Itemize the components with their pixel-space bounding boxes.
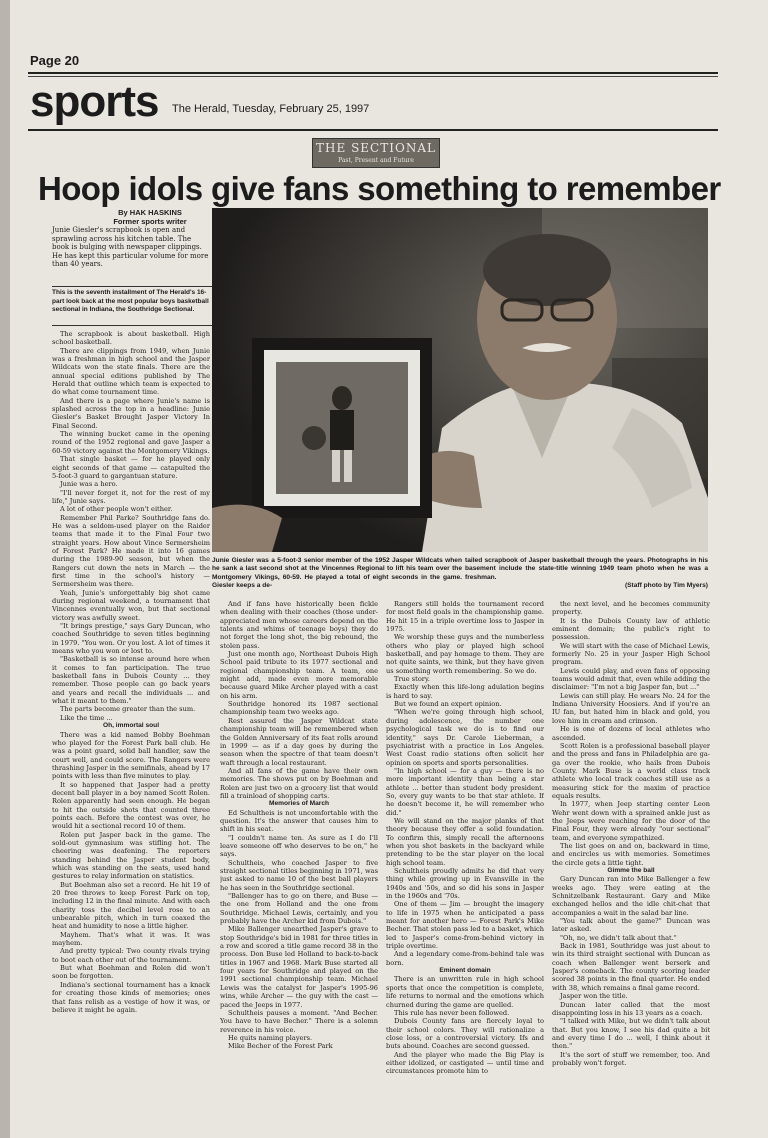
- article-paragraph: Schultheis pauses a moment. "And Becher. You have to have Becher." There is a solemn reverence in his voice.: [220, 1008, 378, 1034]
- article-paragraph: Like the time ...: [60, 713, 113, 722]
- article-paragraph: Jasper won the title.: [560, 992, 628, 1001]
- article-paragraph: Junie was a hero.: [60, 480, 118, 489]
- article-paragraph: We will stand on the major planks of that theory because they offer a solid foundation. To confirm this, simply recall the afternoons when you shot baskets in the backyard while pretending to be the star player on the local high school team.: [386, 816, 544, 867]
- article-paragraph: "Ballenger has to go on there, and Buse — the one from Holland and the one from Southridge. Michael Lewis, certainly, and you probably have the Archer kid from Dubois.": [220, 892, 378, 926]
- subhead-immortal-soul: Oh, immortal soul: [102, 722, 160, 730]
- page-edge-shadow: [0, 0, 10, 1138]
- article-paragraph: It so happened that Jasper had a pretty decent ball player in a boy named Scott Rolen. Rolen apparently had seen enough. He began to hit the outside shots that counted three points each. Before the contest was over, he would hit a sectional record 10 of them.: [52, 780, 210, 831]
- article-column-3: [386, 600, 544, 1135]
- article-paragraph: Mayhem. That's what it was. It was mayhem.: [52, 930, 210, 948]
- article-paragraph: But what Boehman and Rolen did won't soon be forgotten.: [52, 964, 210, 981]
- article-paragraph: "I talked with Mike, but we didn't talk about that. But you know, I see his dad quite a bit and every time I do ... well, I think about it then.": [552, 1017, 710, 1051]
- lede-paragraph: Junie Giesler's scrapbook is open and sprawling across his kitchen table. The book is bulging with newspaper clippings. He has kept this particular volume for more than 40 years.: [52, 226, 209, 269]
- article-paragraph: It is the Dubois County law of athletic eminent domain; the public's right to possession.: [552, 616, 710, 642]
- article-paragraph: Schultheis proudly admits he did that very thing while growing up in Evansville in the 1940s and '50s, and so did his sons in Jasper in the 1960s and '70s.: [386, 867, 544, 901]
- headline: Hoop idols give fans something to remember: [38, 170, 721, 207]
- article-paragraph: But we found an expert opinion.: [394, 700, 502, 709]
- article-paragraph: He quits naming players.: [228, 1033, 313, 1042]
- article-paragraph: Scott Rolen is a professional baseball player and the press and fans in Philadelphia are ga-ga over the rookie, who hails from Dubois County. Mark Buse is a world class track athlete who local track coaches still use as a measuring stick for the maxim of practice equals results.: [552, 741, 710, 800]
- article-paragraph: "In high school — for a guy — there is no more important identity than being a star athlete ... better than student body president. So, every guy wants to be that star athlete. If he doesn't become it, he will remember who did.": [386, 766, 544, 817]
- series-note-rule-bottom: [52, 325, 212, 326]
- article-paragraph: Just one month ago, Northeast Dubois High School paid tribute to its 1977 sectional and regional championship team. A team, one might add, made even more memorable because guard Mike Archer played with a cast on his arm.: [220, 650, 378, 700]
- article-paragraph: Southridge honored its 1987 sectional championship team two weeks ago.: [220, 700, 378, 717]
- header-rule: [28, 72, 718, 74]
- article-paragraph: He is one of dozens of local athletes who ascended.: [552, 725, 710, 742]
- article-paragraph: It's the sort of stuff we remember, too. And probably won't forget.: [552, 1050, 710, 1067]
- section-title: sports: [30, 77, 159, 126]
- article-paragraph: Exactly when this life-long adulation begins is hard to say.: [386, 683, 544, 700]
- photo-caption-left: Junie Giesler was a 5-foot-3 senior member of the 1952 Jasper Wildcats when he sank a last second shot at the Vincennes Regional to lift his team over the Montgomery Vikings, 60-59. He played a total of eight seconds in the game. Giesler keeps a de-: [212, 557, 462, 590]
- series-note-rule-top: [52, 286, 212, 287]
- article-paragraph: The list goes on and on, backward in time, and encircles us with memories. Sometimes the circle gets a little tight.: [552, 841, 710, 867]
- article-paragraph: The scrapbook is about basketball. High school basketball.: [52, 330, 210, 347]
- article-paragraph: And pretty typical: Two county rivals trying to boot each other out of the tournament.: [52, 947, 210, 964]
- subhead-gimme-the-ball: Gimme the ball: [607, 867, 655, 874]
- logo-subtitle: Past, Present and Future: [338, 157, 414, 164]
- article-paragraph: A lot of other people won't either.: [60, 505, 173, 514]
- article-paragraph: But Boehman also set a record. He hit 19 of 20 free throws to keep Forest Park on top, including 12 in the final minute. And with each charity toss the decibel level rose to an unbearable pitch, which in turn coaxed the heat and humidity to nose a little higher.: [52, 880, 210, 931]
- article-paragraph: Ed Schultheis is not uncomfortable with the question. It's the answer that causes him to shift in his seat.: [220, 808, 378, 834]
- article-paragraph: The parts become greater than the sum.: [60, 705, 196, 714]
- article-paragraph: Yeah, Junie's unforgettably big shot came during regional weekend, a tournament that Vincennes eventually won, but that sectional victory was awfully sweet.: [52, 588, 210, 622]
- section-rule: [28, 129, 718, 131]
- dateline: The Herald, Tuesday, February 25, 1997: [172, 103, 370, 115]
- article-paragraph: True story.: [394, 675, 430, 684]
- article-paragraph: That single basket — for he played only eight seconds of that game — catapulted the 5-foot-3 guard to gargantuan stature.: [52, 455, 210, 480]
- article-paragraph: Mike Ballenger unearthed Jasper's grave to stop Southridge's bid in 1981 for three titles in a row and scored a title game record 38 in the process. Don Buse led Holland to back-to-back titles in 1967 and 1968. Mark Buse started all four years for Southridge and played on the 1991 sectional championship team. Michael Lewis was the catalyst for Jasper's 1995-96 wins, while Archer — the guy with the cast — paced the Jeeps in 1977.: [220, 925, 378, 1009]
- subhead-eminent-domain: Eminent domain: [439, 967, 491, 975]
- sectional-series-logo: [312, 138, 440, 168]
- article-paragraph: the next level, and he becomes community property.: [552, 600, 710, 617]
- article-paragraph: Remember Phil Parke? Southridge fans do. He was a seldom-used player on the Raider teams that made it to the Final Four two straight years. How about Vince Sermersheim of Forest Park? He made it into 16 games during the 1989-90 season, but when the Rangers cut down the nets in March — the first time in the school's history — Sermersheim was there.: [52, 513, 210, 589]
- article-paragraph: "I couldn't name ten. As sure as I do I'll leave someone off who deserves to be on," he says.: [220, 833, 378, 859]
- byline-role: Former sports writer: [113, 217, 187, 226]
- article-paragraph: Rest assured the Jasper Wildcat state championship team will be remembered when the Golden Anniversary of its feat rolls around in 1999 — as if a day goes by during the season when the spectre of that team doesn't waft through a local restaurant.: [220, 716, 378, 767]
- article-column-2: [220, 600, 378, 1135]
- photo-caption-right: tailed scrapbook of Jasper basketball through the years. Photographs in his basement include the state-title winning 1949 team photo when he was a freshman.: [465, 557, 708, 581]
- byline-name: By HAK HASKINS: [118, 208, 182, 217]
- article-paragraph: And a legendary come-from-behind tale was born.: [386, 950, 544, 967]
- photo-credit: (Staff photo by Tim Myers): [624, 582, 708, 589]
- article-paragraph: "It brings prestige," says Gary Duncan, who coached Southridge to seven titles beginning in 1979. "You won. Or you lost. A lot of times it means who you won or lost to.: [52, 622, 210, 656]
- article-paragraph: Lewis could play, and even fans of opposing teams would admit that, even while adding the disclaimer: "I'm not a big Jasper fan, but ...": [552, 666, 710, 692]
- page-number: Page 20: [30, 53, 80, 68]
- article-paragraph: Mike Becher of the Forest Park: [228, 1042, 333, 1051]
- article-paragraph: "Basketball is so intense around here when it comes to fan participation. The true basketball fans in Dubois County ... they remember. Those people can go back years and years and recall the individuals ... and what it meant to them.": [52, 655, 210, 706]
- logo-title: THE SECTIONAL: [316, 141, 436, 155]
- article-paragraph: In 1977, when Jeep starting center Leon Wehr went down with a sprained ankle just as the Jeeps were reaching for the door of the Final Four, they were already "our sectional" team, and everyone sympathized.: [552, 800, 710, 842]
- photo-illustration: [212, 208, 708, 552]
- article-paragraph: "Oh, no, we didn't talk about that.": [560, 933, 677, 942]
- article-paragraph: "I'll never forget it, not for the rest of my life," Junie says.: [52, 488, 210, 505]
- article-paragraph: The winning bucket came in the opening round of the 1952 regional and gave Jasper a 60-59 victory against the Montgomery Vikings.: [52, 430, 210, 455]
- article-paragraph: Gary Duncan ran into Mike Ballenger a few weeks ago. They were eating at the Schnitzelbank Restaurant. Gary and Mike exchanged hellos and the idle chit-chat that accompanies a wait in the salad bar line.: [552, 875, 710, 917]
- article-paragraph: Lewis can still play. He wears No. 24 for the Indiana University Hoosiers. And if you're an IU fan, but hated him in black and gold, you love him in cream and crimson.: [552, 691, 710, 725]
- article-paragraph: There was a kid named Bobby Boehman who played for the Forest Park ball club. He was a point guard, solid ball handler, saw the court well, and could score. The Rangers were thrashing Jasper in the semifinals, ahead by 17 points with less than five minutes to play.: [52, 730, 210, 781]
- article-paragraph: Rolen put Jasper back in the game. The sold-out gymnasium was stifling hot. The cheering was deafening. The reporters standing behind the Jasper student body, which was standing on the seats, used hand gestures to relay information on statistics.: [52, 830, 210, 881]
- subhead-memories-of-march: Memories of March: [268, 800, 330, 808]
- article-paragraph: Duncan later called that the most disappointing loss in his 13 years as a coach.: [552, 1000, 710, 1017]
- photo-junie-giesler: [212, 208, 708, 552]
- article-paragraph: Indiana's sectional tournament has a knack for creating those kinds of memories; ones that fans relish as a vestige of how it was, or believe it might be again.: [52, 980, 210, 1014]
- article-paragraph: There is an unwritten rule in high school sports that once the competition is complete, life returns to normal and the emotions which churned during the game are quelled.: [386, 975, 544, 1009]
- byline: [80, 208, 220, 226]
- article-paragraph: This rule has never been followed.: [394, 1008, 510, 1017]
- series-note: This is the seventh installment of The Herald's 16-part look back at the most popular boys basketball sectional in Indiana, the Southridge Sectional.: [52, 289, 209, 314]
- article-paragraph: Dubois County fans are fiercely loyal to their school colors. They will rationalize a close loss, or a controversial victory. Ifs and buts abound. Coaches are second guessed.: [386, 1017, 544, 1051]
- article-paragraph: There are clippings from 1949, when Junie was a freshman in high school and the Jasper Wildcats won the state finals. There are the annual special editions published by The Herald that outline which team is expected to do what come tournament time.: [52, 346, 210, 397]
- article-paragraph: And the player who made the Big Play is either idolized, or castigated — until time and circumstances promote him to: [386, 1050, 544, 1076]
- article-paragraph: Schultheis, who coached Jasper to five straight sectional titles beginning in 1971, was just asked to name 10 of the best ball players he has seen in the Southridge sectional.: [220, 858, 378, 892]
- article-paragraph: We will start with the case of Michael Lewis, formerly No. 25 in your Jasper High School program.: [552, 641, 710, 667]
- article-column-1: [52, 330, 210, 1135]
- article-paragraph: And there is a page where Junie's name is splashed across the top in a headline: Junie Giesler's Basket Brought Jasper Victory In Final Second.: [52, 396, 210, 430]
- article-paragraph: "When we're going through high school, during adolescence, the number one psychological task we do is to find our identity," says Dr. Carole Lieberman, a psychiatrist with a practice in Los Angeles. West Coast radio stations often solicit her opinion on sports and sports personalities.: [386, 708, 544, 767]
- article-paragraph: And if fans have historically been fickle when dealing with their coaches (those under-appreciated men whose careers depend on the talents and whims of teenage boys) they do not forget the long shot, the big rebound, the stolen pass.: [220, 600, 378, 650]
- article-paragraph: Back in 1981, Southridge was just about to win its third straight sectional with Duncan as coach when Ballenger went berserk and Jasper's comeback. The county scoring leader scored 38 points in the final quarter. He ended with 38, which remains a final game record.: [552, 942, 710, 992]
- article-paragraph: We worship these guys and the numberless others who play or played high school basketball, and pay homage to them. They are not quite saints, we think, but they have given us something worth remembering. So we do.: [386, 633, 544, 675]
- article-paragraph: "You talk about the game?" Duncan was later asked.: [552, 917, 710, 934]
- article-column-4: [552, 600, 710, 1135]
- article-paragraph: One of them — Jim — brought the imagery to life in 1975 when he anticipated a pass meant for another hero — Forest Park's Mike Becher. That stolen pass led to a basket, which led to Jasper's come-from-behind victory in triple overtime.: [386, 900, 544, 951]
- article-paragraph: Rangers still holds the tournament record for most field goals in the championship game. He hit 15 in a triple overtime loss to Jasper in 1975.: [386, 600, 544, 634]
- article-paragraph: And all fans of the game have their own memories. The shows put on by Boehman and Rolen are just two on a grocery list that would fill a trainload of shopping carts.: [220, 766, 378, 800]
